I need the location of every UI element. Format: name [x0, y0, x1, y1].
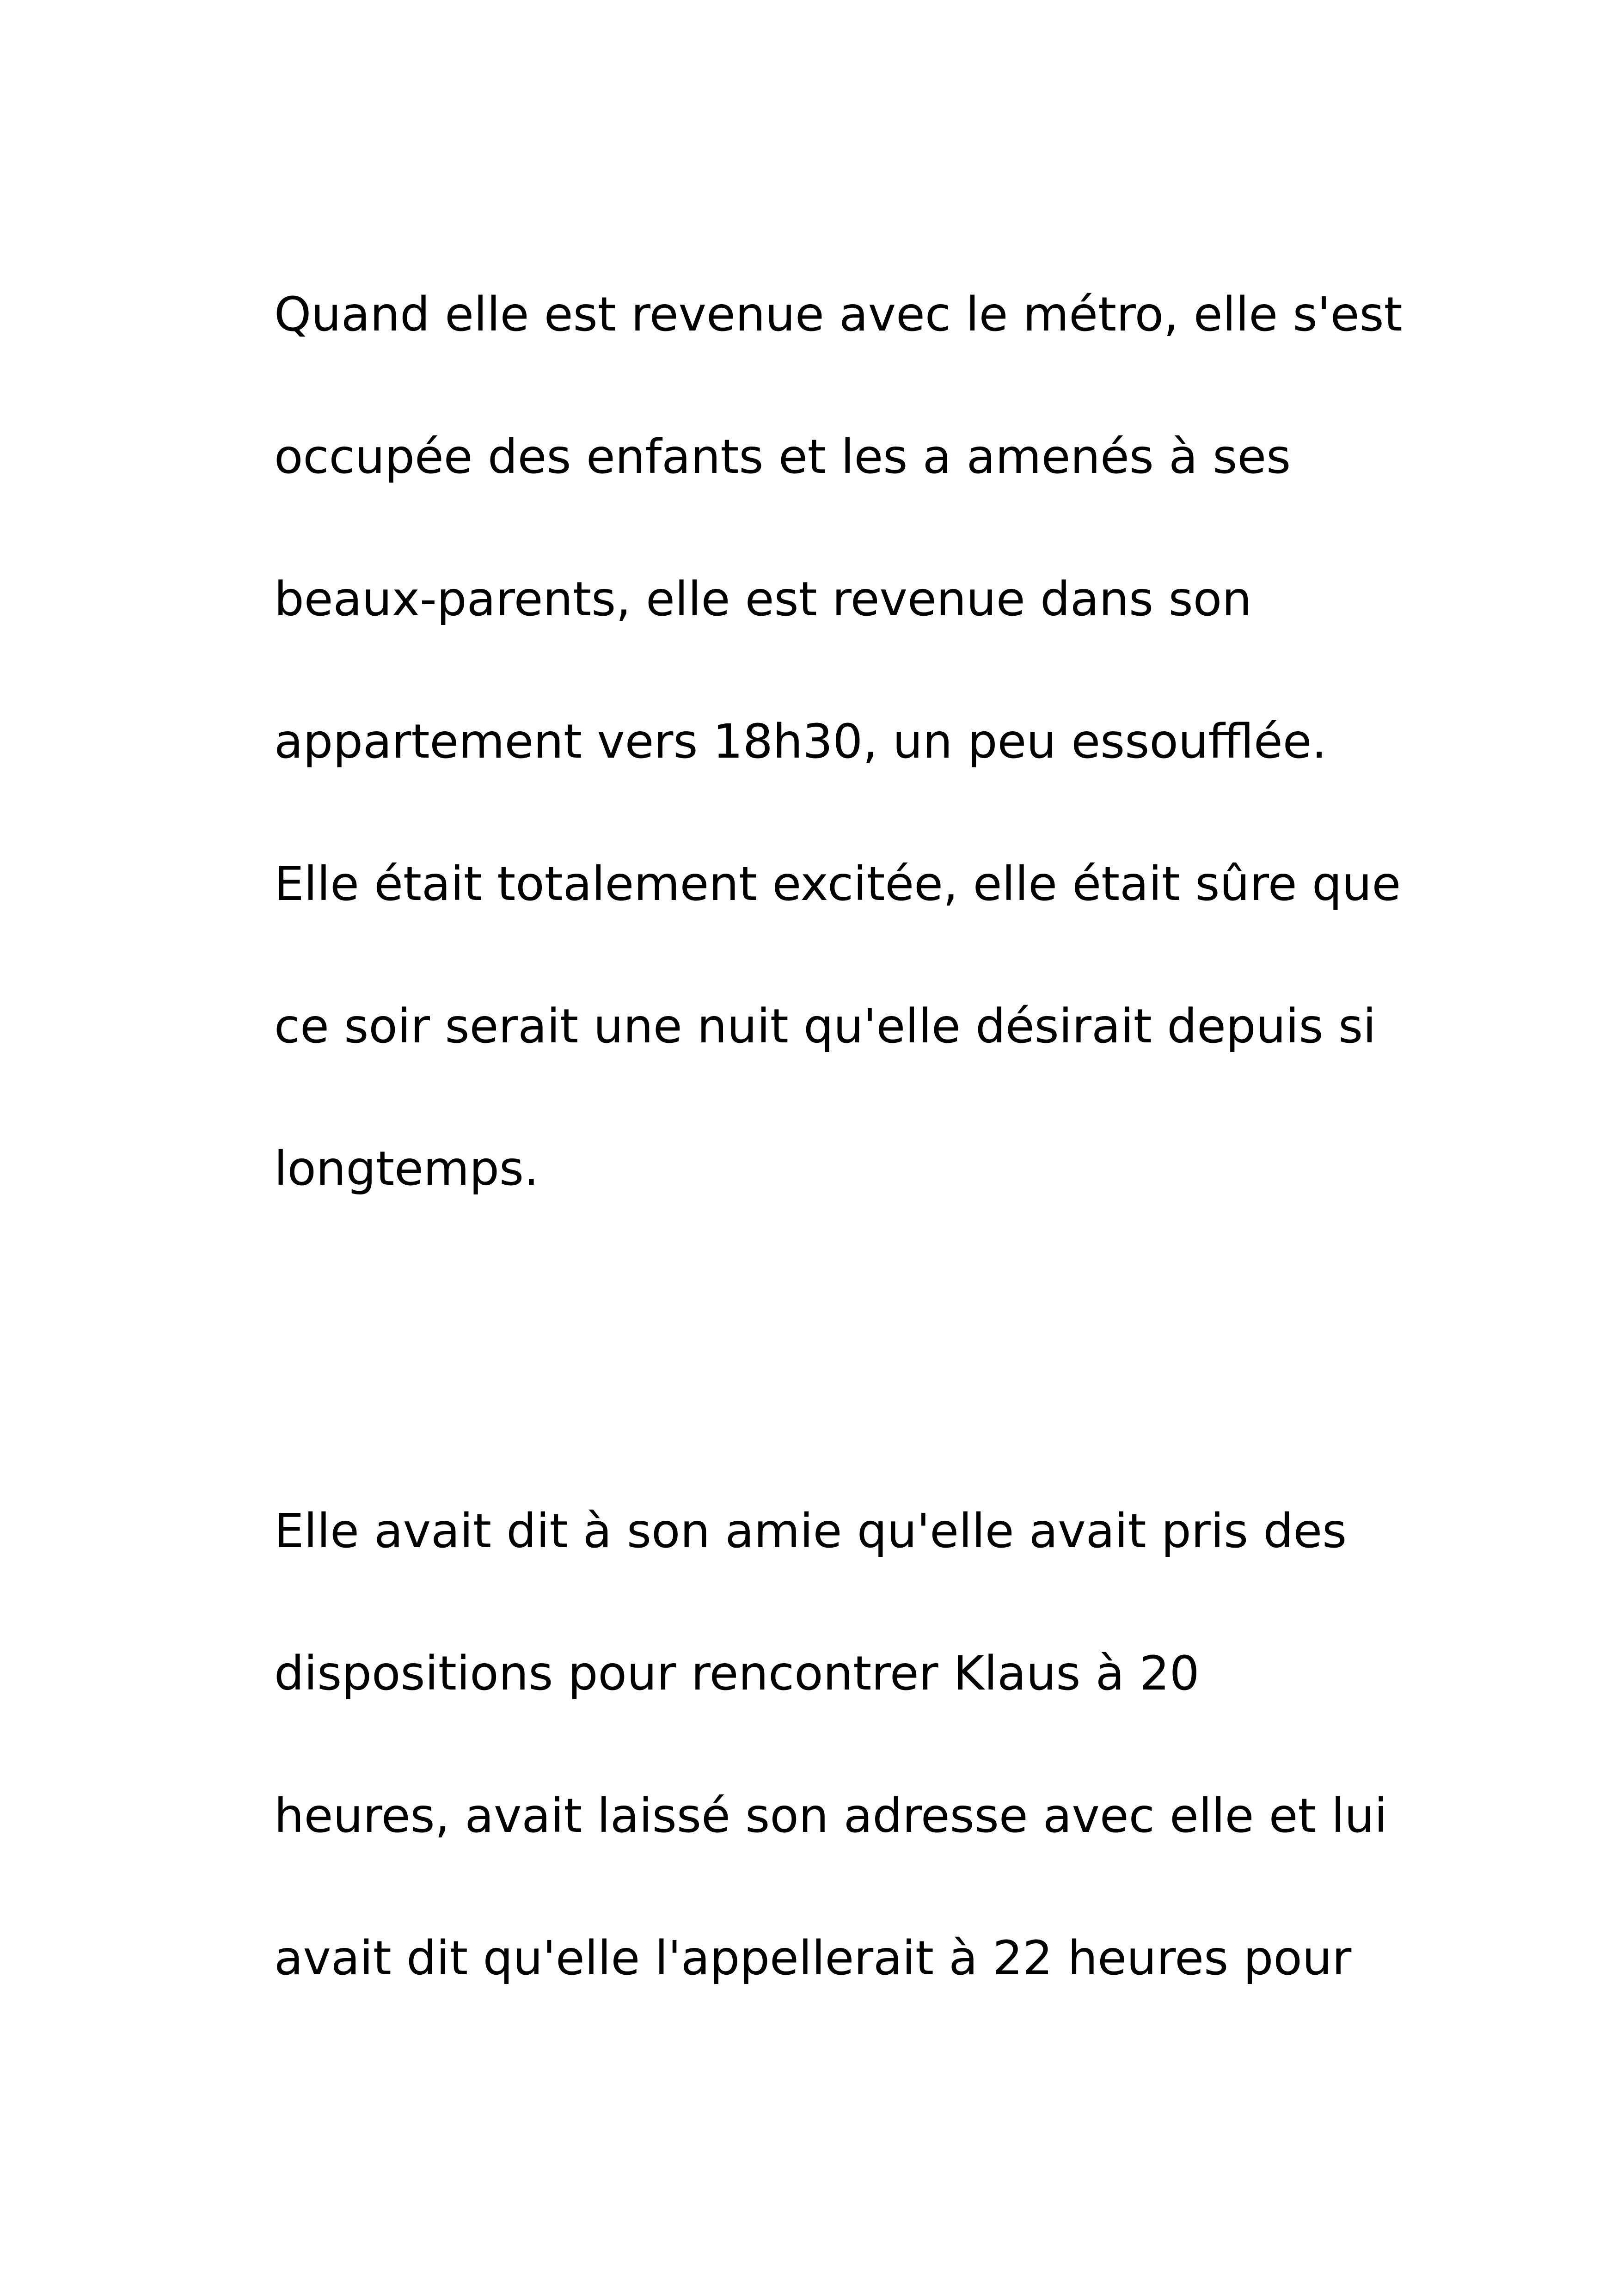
text-line: appartement vers 18h30, un peu essoufflée. — [274, 714, 1327, 769]
text-line: occupée des enfants et les a amenés à ses — [274, 429, 1291, 484]
text-line: ce soir serait une nuit qu'elle désirait depuis si — [274, 999, 1376, 1054]
text-line: heures, avait laissé son adresse avec elle et lui — [274, 1788, 1388, 1843]
text-line: dispositions pour rencontrer Klaus à 20 — [274, 1646, 1200, 1701]
text-line: avait dit qu'elle l'appellerait à 22 heures pour — [274, 1931, 1352, 1986]
text-line: Elle était totalement excitée, elle était sûre que — [274, 857, 1401, 912]
text-line: longtemps. — [274, 1141, 539, 1196]
text-line: Elle avait dit à son amie qu'elle avait pris des — [274, 1504, 1347, 1559]
text-line: beaux-parents, elle est revenue dans son — [274, 572, 1252, 627]
text-line: Quand elle est revenue avec le métro, elle s'est — [274, 287, 1403, 342]
